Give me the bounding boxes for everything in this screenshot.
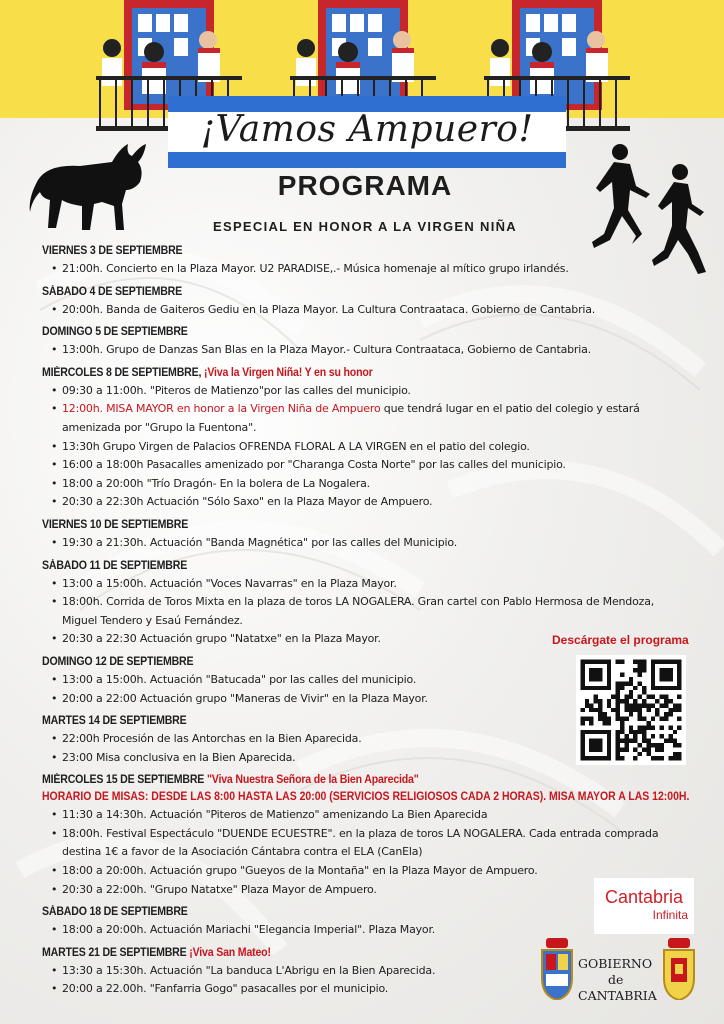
day-date: MARTES 14 DE SEPTIEMBRE xyxy=(42,715,187,728)
day-title xyxy=(42,324,631,341)
event-list xyxy=(42,301,682,320)
event-item: • 13:30 a 15:30h. Actuación "La banduca L'Abrigu en la Bien Aparecida. xyxy=(62,962,682,981)
event-highlight: 12:00h. MISA MAYOR en honor a la Virgen Niña de Ampuero xyxy=(62,402,381,416)
event-item: • 13:30h Grupo Virgen de Palacios OFRENDA FLORAL A LA VIRGEN en el patio del colegio. xyxy=(62,438,682,457)
day-date: MIÉRCOLES 8 DE SEPTIEMBRE, xyxy=(42,366,204,379)
schedule-day xyxy=(42,324,682,360)
schedule-day xyxy=(42,243,682,279)
schedule-day xyxy=(42,284,682,320)
event-item: • 11:30 a 14:30h. Actuación "Piteros de Matienzo" amenizando La Bien Aparecida xyxy=(62,806,682,825)
ampuero-shield-icon xyxy=(662,938,696,1000)
event-item: • 19:30 a 21:30h. Actuación "Banda Magnética" por las calles del Municipio. xyxy=(62,534,682,553)
bull-icon xyxy=(28,140,152,238)
event-list xyxy=(42,341,682,360)
event-list xyxy=(42,382,682,512)
day-date: SÁBADO 11 DE SEPTIEMBRE xyxy=(42,559,188,572)
day-title xyxy=(42,654,631,671)
event-item: • 09:30 a 11:00h. "Piteros de Matienzo"por las calles del municipio. xyxy=(62,382,682,401)
event-item: • 16:00 a 18:00h Pasacalles amenizado por "Charanga Costa Norte" por las calles del municipio. xyxy=(62,456,682,475)
program-subtitle: ESPECIAL EN HONOR A LA VIRGEN NIÑA xyxy=(213,219,517,234)
day-date: SÁBADO 4 DE SEPTIEMBRE xyxy=(42,285,182,298)
gobierno-cantabria-logo xyxy=(538,938,718,1004)
day-date: VIERNES 10 DE SEPTIEMBRE xyxy=(42,518,189,531)
mass-schedule-notice: HORARIO DE MISAS: DESDE LAS 8:00 HASTA LAS 20:00 (SERVICIOS RELIGIOSOS CADA 2 HORAS). MISA MAYOR A LAS 12:00H. xyxy=(42,791,690,804)
day-highlight: ¡Viva San Mateo! xyxy=(189,946,271,959)
schedule-day xyxy=(42,365,682,512)
day-highlight: "Viva Nuestra Señora de la Bien Aparecida" xyxy=(206,774,419,787)
day-title xyxy=(42,517,631,534)
event-item: • 20:30 a 22:30 Actuación grupo "Natatxe" en la Plaza Mayor. xyxy=(62,630,682,649)
event-list xyxy=(42,806,682,899)
cantabria-infinita-logo xyxy=(594,878,694,934)
cantabria-shield-icon xyxy=(540,938,574,1000)
schedule-list xyxy=(42,243,690,1004)
event-item: • 23:00 Misa conclusiva en la Bien Aparecida. xyxy=(62,749,682,768)
schedule-day xyxy=(42,904,682,940)
event-item: • 20:30 a 22:00h. "Grupo Natatxe" Plaza Mayor de Ampuero. xyxy=(62,881,682,900)
day-date: DOMINGO 5 DE SEPTIEMBRE xyxy=(42,326,188,339)
gobierno-logo-line1: GOBIERNO xyxy=(578,956,653,971)
page-title: ¡Vamos Ampuero! xyxy=(200,109,534,150)
cantabria-logo-line2: Infinita xyxy=(652,908,688,922)
day-title xyxy=(42,772,631,789)
gobierno-logo-line2: de xyxy=(608,972,624,987)
day-title xyxy=(42,365,631,382)
day-date: SÁBADO 18 DE SEPTIEMBRE xyxy=(42,906,188,919)
day-title xyxy=(42,243,631,260)
event-item: • 20:30 a 22:30h Actuación "Sólo Saxo" en la Plaza Mayor de Ampuero. xyxy=(62,493,682,512)
event-item: • 18:00h. Festival Espectáculo "DUENDE ECUESTRE". en la plaza de toros LA NOGALERA. Cada entrada comprada destina 1€ a favor de la Asociación Cántabra contra el ELA (CanEla) xyxy=(62,825,682,862)
gobierno-logo-line3: CANTABRIA xyxy=(578,988,657,1003)
qr-label: Descárgate el programa xyxy=(552,633,689,647)
event-item: • 21:00h. Concierto en la Plaza Mayor. U2 PARADISE,.- Música homenaje al mítico grupo irlandés. xyxy=(62,260,682,279)
day-date: DOMINGO 12 DE SEPTIEMBRE xyxy=(42,655,194,668)
event-text: que tendrá lugar en el patio del colegio y estará amenizada por "Grupo la Fuentona". xyxy=(62,402,640,434)
day-title xyxy=(42,904,631,921)
day-title xyxy=(42,713,631,730)
event-item: • 18:00 a 20:00h "Trío Dragón- En la bolera de La Nogalera. xyxy=(62,475,682,494)
event-item: • 20:00 a 22.00h. "Fanfarria Gogo" pasacalles por el municipio. xyxy=(62,980,682,999)
qr-code-icon[interactable] xyxy=(576,655,686,765)
schedule-day xyxy=(42,772,690,899)
cantabria-logo-line1: Cantabria xyxy=(604,887,684,907)
event-item: • 22:00h Procesión de las Antorchas en la Bien Aparecida. xyxy=(62,730,682,749)
event-item: • 13:00 a 15:00h. Actuación "Voces Navarras" en la Plaza Mayor. xyxy=(62,575,682,594)
event-list xyxy=(42,260,682,279)
program-heading: PROGRAMA xyxy=(277,170,453,201)
event-item xyxy=(62,400,682,437)
event-item: • 13:00h. Grupo de Danzas San Blas en la Plaza Mayor.- Cultura Contraataca, Gobierno de Cantabria. xyxy=(62,341,682,360)
title-banner xyxy=(168,96,566,168)
event-item: • 18:00 a 20:00h. Actuación Mariachi "Elegancia Imperial". Plaza Mayor. xyxy=(62,921,682,940)
day-date: MARTES 21 DE SEPTIEMBRE xyxy=(42,946,190,959)
schedule-day xyxy=(42,517,682,553)
day-title xyxy=(42,558,631,575)
event-item: • 20:00h. Banda de Gaiteros Gediu en la Plaza Mayor. La Cultura Contraataca. Gobierno de Cantabria. xyxy=(62,301,682,320)
day-date: VIERNES 3 DE SEPTIEMBRE xyxy=(42,245,183,257)
event-item: • 20:00 a 22:00 Actuación grupo "Maneras de Vivir" en la Plaza Mayor. xyxy=(62,690,682,709)
day-date: MIÉRCOLES 15 DE SEPTIEMBRE xyxy=(42,774,207,787)
day-highlight: ¡Viva la Virgen Niña! Y en su honor xyxy=(203,366,373,379)
event-item: • 13:00 a 15:00h. Actuación "Batucada" por las calles del municipio. xyxy=(62,671,682,690)
event-item: • 18:00h. Corrida de Toros Mixta en la plaza de toros LA NOGALERA. Gran cartel con Pablo Hermosa de Mendoza, Miguel Tendero y Esaú Fernández. xyxy=(62,593,682,630)
event-item: • 18:00 a 20:00h. Actuación grupo "Gueyos de la Montaña" en la Plaza Mayor de Ampuero. xyxy=(62,862,682,881)
day-title xyxy=(42,284,631,301)
event-list xyxy=(42,534,682,553)
